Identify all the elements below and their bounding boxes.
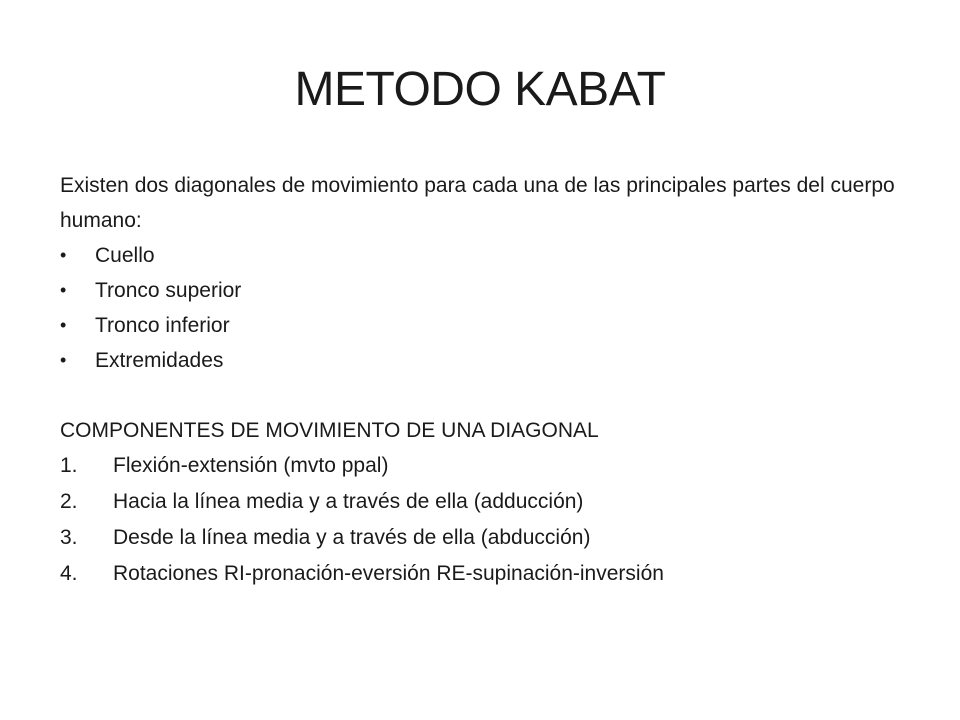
list-item-label: Tronco inferior [95,314,230,337]
item-text: Hacia la línea media y a través de ella (adducción) [113,490,584,513]
list-item-label: Tronco superior [95,279,242,302]
slide-title: METODO KABAT [294,63,666,116]
item-text: Rotaciones RI-pronación-eversión RE-supinación-inversión [113,562,664,585]
list-item [60,273,920,308]
bullet-icon: • [60,350,67,370]
body-parts-list [60,238,920,378]
intro-text: Existen dos diagonales de movimiento para cada una de las principales partes del cuerpo humano: [60,174,895,232]
slide-body [60,168,920,592]
list-item [60,308,920,343]
item-number: 3. [60,526,78,549]
section-heading: COMPONENTES DE MOVIMIENTO DE UNA DIAGONAL [60,419,599,442]
item-number: 4. [60,562,78,585]
numbered-item [60,520,920,556]
list-item [60,238,920,273]
item-text: Desde la línea media y a través de ella (abducción) [113,526,591,549]
components-list [60,448,920,592]
bullet-icon: • [60,280,67,300]
numbered-item [60,556,920,592]
item-text: Flexión-extensión (mvto ppal) [113,454,389,477]
list-item-label: Cuello [95,244,155,267]
numbered-item [60,484,920,520]
spacer [60,378,920,413]
numbered-item [60,448,920,484]
list-item-label: Extremidades [95,349,224,372]
bullet-icon: • [60,245,67,265]
item-number: 1. [60,454,78,477]
list-item [60,343,920,378]
bullet-icon: • [60,315,67,335]
item-number: 2. [60,490,78,513]
